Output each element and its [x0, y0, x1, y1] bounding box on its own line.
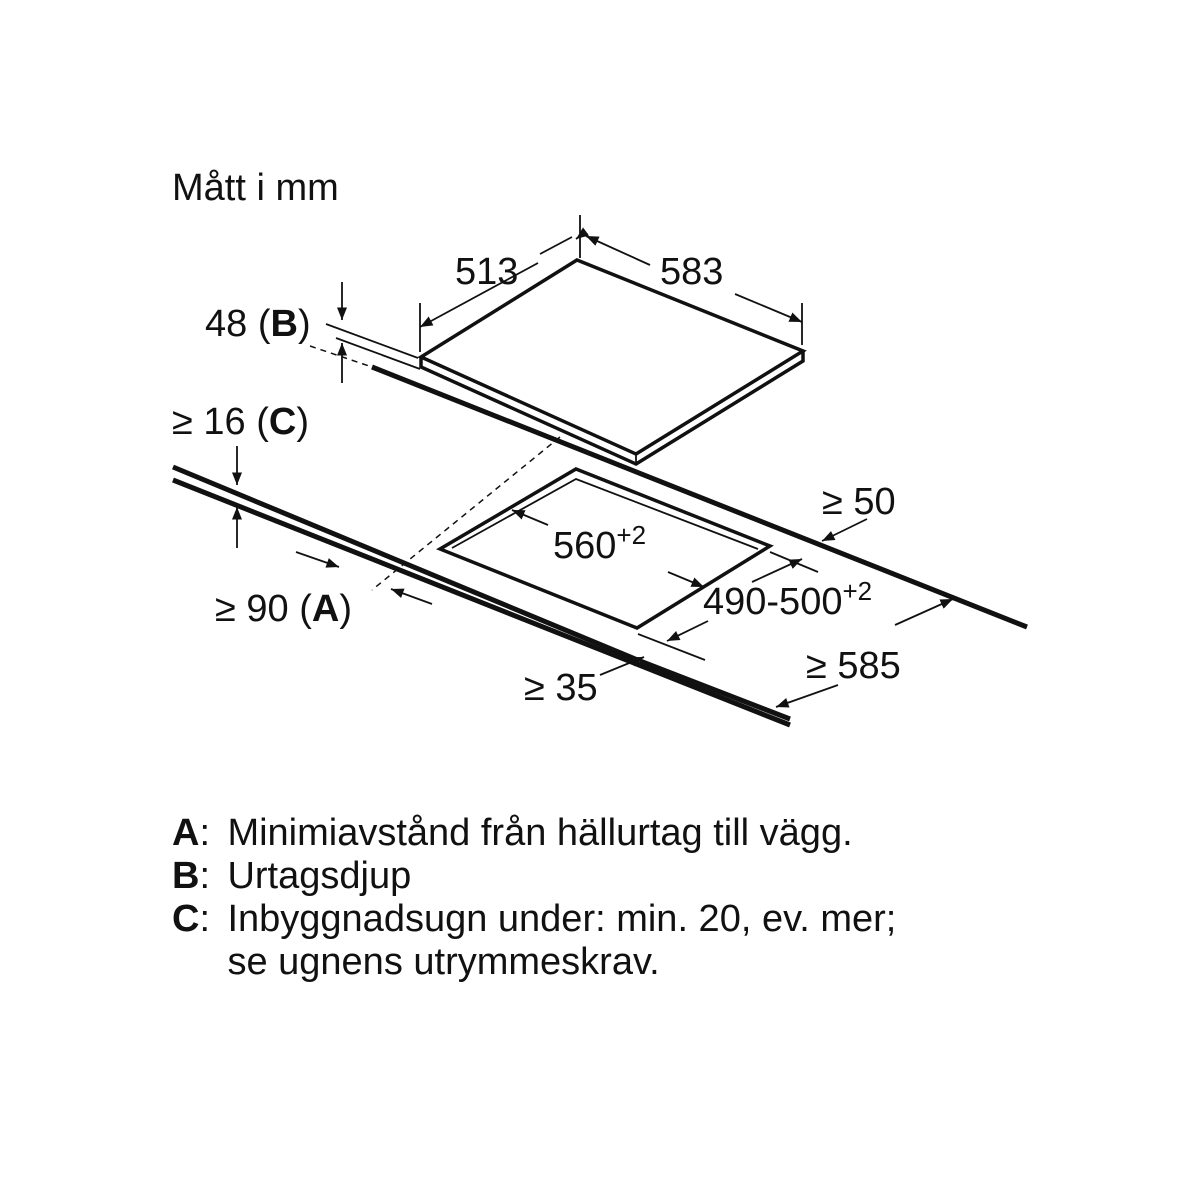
width-label: 583	[660, 251, 724, 293]
height-value: 48	[205, 303, 248, 345]
oven-gap-key: C	[268, 401, 297, 443]
cutout-width-dimension	[512, 510, 704, 587]
oven-gap-value: ≥ 16	[172, 401, 246, 443]
legend-text-c-line2: se ugnens utrymmeskrav.	[227, 941, 660, 983]
height-key: B	[270, 303, 298, 345]
legend-row-c	[172, 898, 896, 984]
legend-colon: :	[199, 812, 211, 854]
depth-label: 513	[455, 251, 519, 293]
cutout-width-value: 560	[553, 525, 617, 567]
legend-text-b: Urtagsdjup	[227, 855, 412, 897]
worktop-depth-label: ≥ 585	[806, 645, 901, 687]
front-edge-dimension	[524, 657, 644, 709]
legend-text-c-line1: Inbyggnadsugn under: min. 20, ev. mer;	[227, 898, 897, 940]
front-distance-key: A	[311, 588, 340, 630]
back-distance-dimension	[822, 481, 896, 541]
legend	[172, 812, 896, 984]
cutout-width-label	[553, 520, 646, 567]
top-dimensions	[420, 215, 802, 352]
legend-text-a: Minimiavstånd från hällurtag till vägg.	[227, 812, 853, 854]
front-edge-label: ≥ 35	[524, 667, 598, 709]
cutout-width-tolerance: +2	[616, 520, 647, 550]
cutout-depth-label	[703, 576, 872, 623]
legend-key-b: B	[172, 855, 200, 897]
legend-text-c	[227, 898, 896, 984]
height-dimension	[205, 282, 420, 383]
legend-colon: :	[199, 855, 211, 897]
legend-colon: :	[199, 898, 211, 940]
oven-gap-label: ≥ 16 (C)	[172, 401, 310, 443]
legend-key-c: C	[172, 898, 200, 940]
height-label: 48 (B)	[205, 303, 311, 345]
cutout-depth-value: 490-500	[703, 581, 843, 623]
units-title: Mått i mm	[172, 167, 339, 209]
legend-row-a	[172, 812, 896, 855]
front-distance-value: ≥ 90	[215, 588, 289, 630]
cutout-depth-tolerance: +2	[842, 576, 873, 606]
legend-row-b	[172, 855, 896, 898]
projection-lines	[310, 346, 560, 590]
legend-key-a: A	[172, 812, 200, 854]
back-distance-label: ≥ 50	[822, 481, 896, 523]
front-distance-label: ≥ 90 (A)	[215, 588, 353, 630]
